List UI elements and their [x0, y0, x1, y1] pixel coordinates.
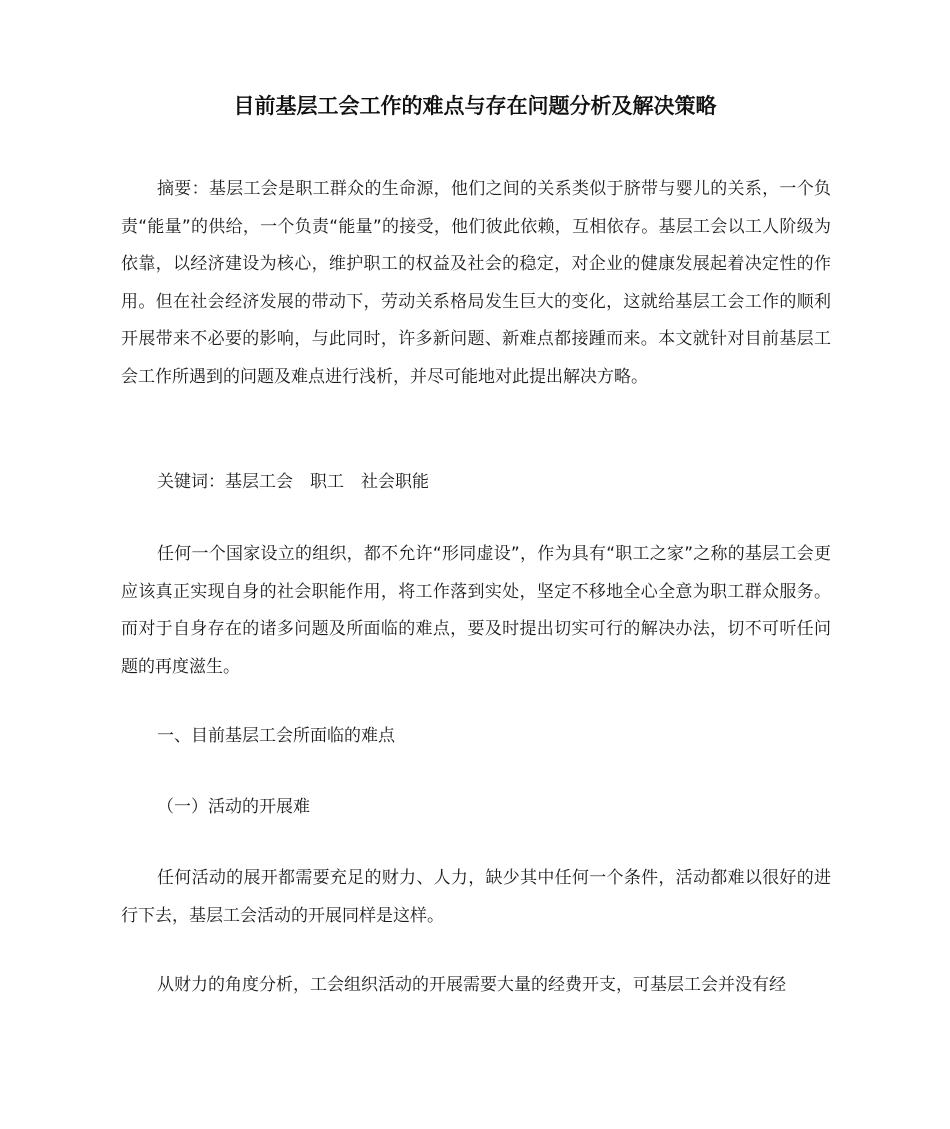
- intro-paragraph: 任何一个国家设立的组织，都不允许“形同虚设”，作为具有“职工之家”之称的基层工会更应该真正实现自身的社会职能作用，将工作落到实处，坚定不移地全心全意为职工群众服务。而对于自身存在的诸多问题及所面临的难点，要及时提出切实可行的解决办法，切不可听任问题的再度滋生。: [121, 544, 831, 677]
- document-title: 目前基层工会工作的难点与存在问题分析及解决策略: [233, 94, 717, 118]
- body-paragraph: 任何活动的展开都需要充足的财力、人力，缺少其中任何一个条件，活动都难以很好的进行下去，基层工会活动的开展同样是这样。: [121, 868, 831, 926]
- abstract-paragraph: 摘要：基层工会是职工群众的生命源，他们之间的关系类似于脐带与婴儿的关系，一个负责“能量”的供给，一个负责“能量”的接受，他们彼此依赖，互相依存。基层工会以工人阶级为依靠，以经济建设为核心，维护职工的权益及社会的稳定，对企业的健康发展起着决定性的作用。但在社会经济发展的带动下，劳动关系格局发生巨大的变化，这就给基层工会工作的顺利开展带来不必要的影响，与此同时，许多新问题、新难点都接踵而来。本文就针对目前基层工会工作所遇到的问题及难点进行浅析，并尽可能地对此提出解决方略。: [121, 179, 831, 387]
- body-paragraph: 从财力的角度分析，工会组织活动的开展需要大量的经费开支，可基层工会并没有经: [157, 975, 786, 995]
- section-heading: 一、目前基层工会所面临的难点: [157, 726, 395, 746]
- keywords-line: 关键词：基层工会 职工 社会职能: [157, 472, 429, 492]
- subsection-heading: （一）活动的开展难: [157, 797, 310, 817]
